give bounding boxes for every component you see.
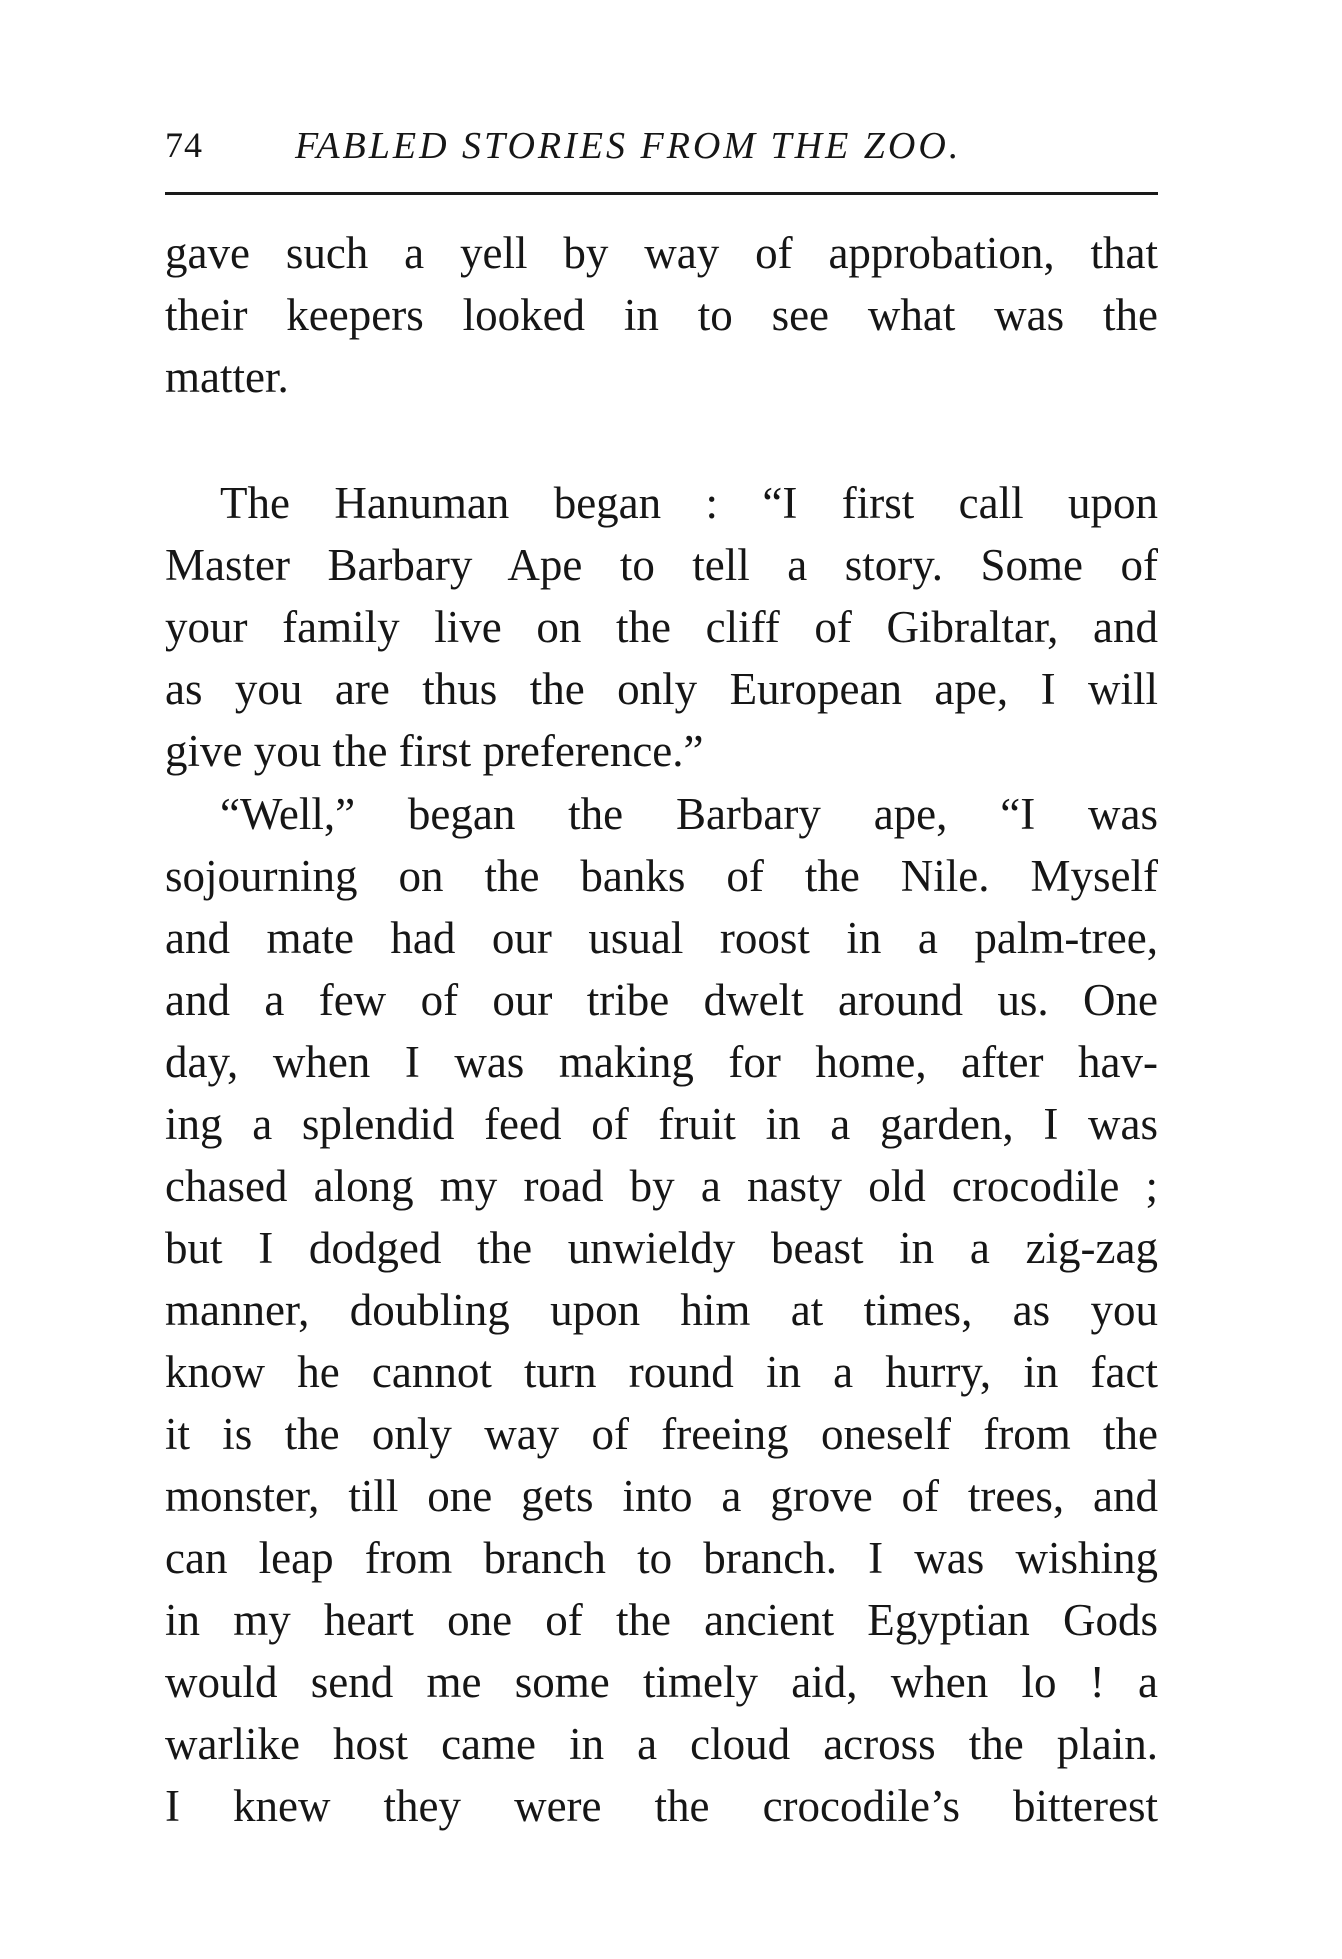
text-line: sojourning on the banks of the Nile. Myself [165, 851, 1158, 901]
running-title: FABLED STORIES FROM THE ZOO. [295, 125, 962, 167]
text-line: your family live on the cliff of Gibraltar, and [165, 602, 1158, 652]
paragraph-1 [165, 222, 1158, 408]
paragraph-3 [165, 783, 1158, 1837]
text-line: gave such a yell by way of approbation, that [165, 228, 1158, 278]
text-line: can leap from branch to branch. I was wishing [165, 1533, 1158, 1583]
text-line: I knew they were the crocodile’s bitterest [165, 1781, 1158, 1831]
text-line: matter. [165, 352, 289, 402]
text-line: warlike host came in a cloud across the plain. [165, 1719, 1158, 1769]
text-line: as you are thus the only European ape, I will [165, 664, 1158, 714]
header-rule [165, 192, 1158, 195]
text-line: know he cannot turn round in a hurry, in fact [165, 1347, 1158, 1397]
text-line: and a few of our tribe dwelt around us. One [165, 975, 1158, 1025]
text-line: “Well,” began the Barbary ape, “I was [220, 789, 1158, 839]
text-line: would send me some timely aid, when lo ! a [165, 1657, 1158, 1707]
text-line: ing a splendid feed of fruit in a garden, I was [165, 1099, 1158, 1149]
text-line: monster, till one gets into a grove of trees, and [165, 1471, 1158, 1521]
text-line: Master Barbary Ape to tell a story. Some of [165, 540, 1158, 590]
text-line: give you the first preference.” [165, 726, 704, 776]
page-header [165, 124, 1160, 174]
text-line: their keepers looked in to see what was the [165, 290, 1158, 340]
text-line: chased along my road by a nasty old crocodile ; [165, 1161, 1158, 1211]
paragraph-2 [165, 472, 1158, 782]
page-number: 74 [165, 125, 203, 165]
text-line: day, when I was making for home, after hav- [165, 1037, 1158, 1087]
text-line: manner, doubling upon him at times, as you [165, 1285, 1158, 1335]
text-line: and mate had our usual roost in a palm-tree, [165, 913, 1158, 963]
text-line: it is the only way of freeing oneself from the [165, 1409, 1158, 1459]
text-line: in my heart one of the ancient Egyptian Gods [165, 1595, 1158, 1645]
text-line: The Hanuman began : “I first call upon [220, 478, 1158, 528]
text-line: but I dodged the unwieldy beast in a zig-zag [165, 1223, 1158, 1273]
